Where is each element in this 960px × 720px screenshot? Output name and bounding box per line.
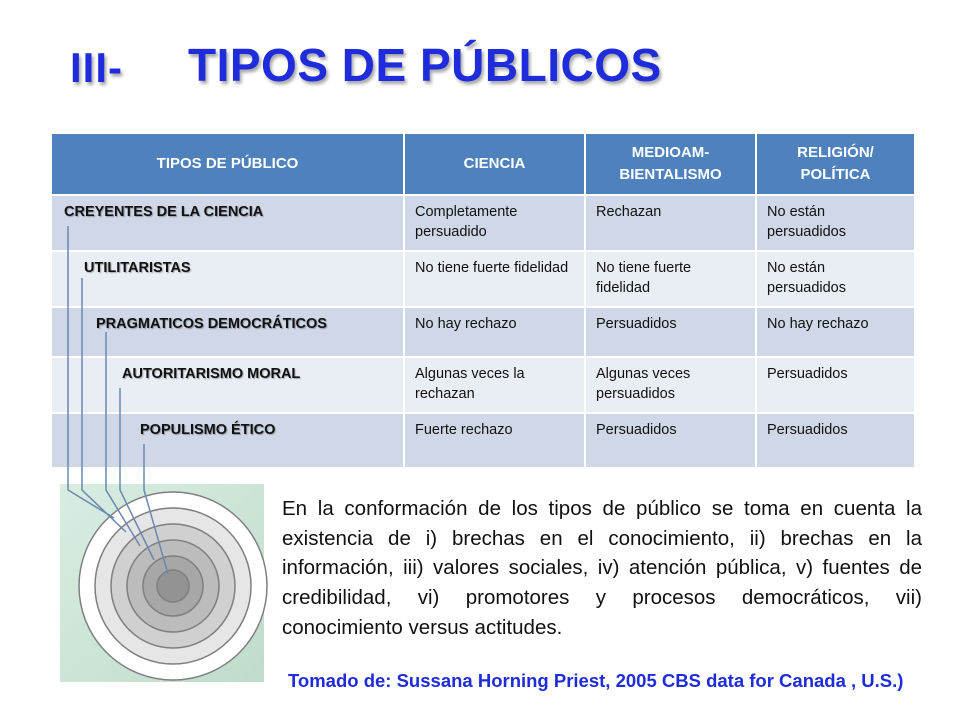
medioambientalismo-cell: Persuadidos [585, 307, 756, 357]
title-row [70, 38, 890, 98]
header-medioambientalismo [585, 134, 756, 195]
ciencia-cell: Completamente persuadido [404, 195, 585, 251]
publico-cell: CREYENTES DE LA CIENCIA [52, 195, 404, 251]
medioambientalismo-cell: No tiene fuerte fidelidad [585, 251, 756, 307]
connector-line-1 [68, 226, 114, 518]
header-medioambientalismo-text: MEDIOAM- BIENTALISMO [619, 144, 722, 183]
ring-6 [157, 570, 189, 602]
publico-cell: POPULISMO ÉTICO [52, 413, 404, 467]
ciencia-cell: No hay rechazo [404, 307, 585, 357]
header-tipos-publico: TIPOS DE PÚBLICO [52, 134, 404, 195]
medioambientalismo-cell: Rechazan [585, 195, 756, 251]
ciencia-cell: Algunas veces la rechazan [404, 357, 585, 413]
ring-group [79, 492, 267, 680]
medioambientalismo-cell: Algunas veces persuadidos [585, 357, 756, 413]
religion-politica-cell: No hay rechazo [756, 307, 914, 357]
religion-politica-cell: Persuadidos [756, 413, 914, 467]
publico-cell: AUTORITARISMO MORAL [52, 357, 404, 413]
page-title: TIPOS DE PÚBLICOS [188, 39, 662, 91]
religion-politica-cell: No están persuadidos [756, 195, 914, 251]
header-ciencia: CIENCIA [404, 134, 585, 195]
table-header-row [52, 134, 914, 195]
ciencia-cell: No tiene fuerte fidelidad [404, 251, 585, 307]
concentric-circles-diagram [60, 222, 290, 692]
source-citation: Tomado de: Sussana Horning Priest, 2005 CBS data for Canada , U.S.) [288, 670, 904, 691]
header-religion-politica-text: RELIGIÓN/ POLÍTICA [797, 144, 874, 183]
religion-politica-cell: Persuadidos [756, 357, 914, 413]
publico-cell: UTILITARISTAS [52, 251, 404, 307]
header-religion-politica [756, 134, 914, 195]
medioambientalismo-cell: Persuadidos [585, 413, 756, 467]
section-number: III- [70, 44, 123, 91]
body-paragraph: En la conformación de los tipos de público se toma en cuenta la existencia de i) brechas en el conocimiento, ii) brechas en la información, iii) valores sociales, iv) atención pública, v) fuentes de credibilidad, vi) promotores y procesos democráticos, vii) conocimiento versus actitudes. [282, 497, 922, 639]
religion-politica-cell: No están persuadidos [756, 251, 914, 307]
publico-cell: PRAGMATICOS DEMOCRÁTICOS [52, 307, 404, 357]
ciencia-cell: Fuerte rechazo [404, 413, 585, 467]
